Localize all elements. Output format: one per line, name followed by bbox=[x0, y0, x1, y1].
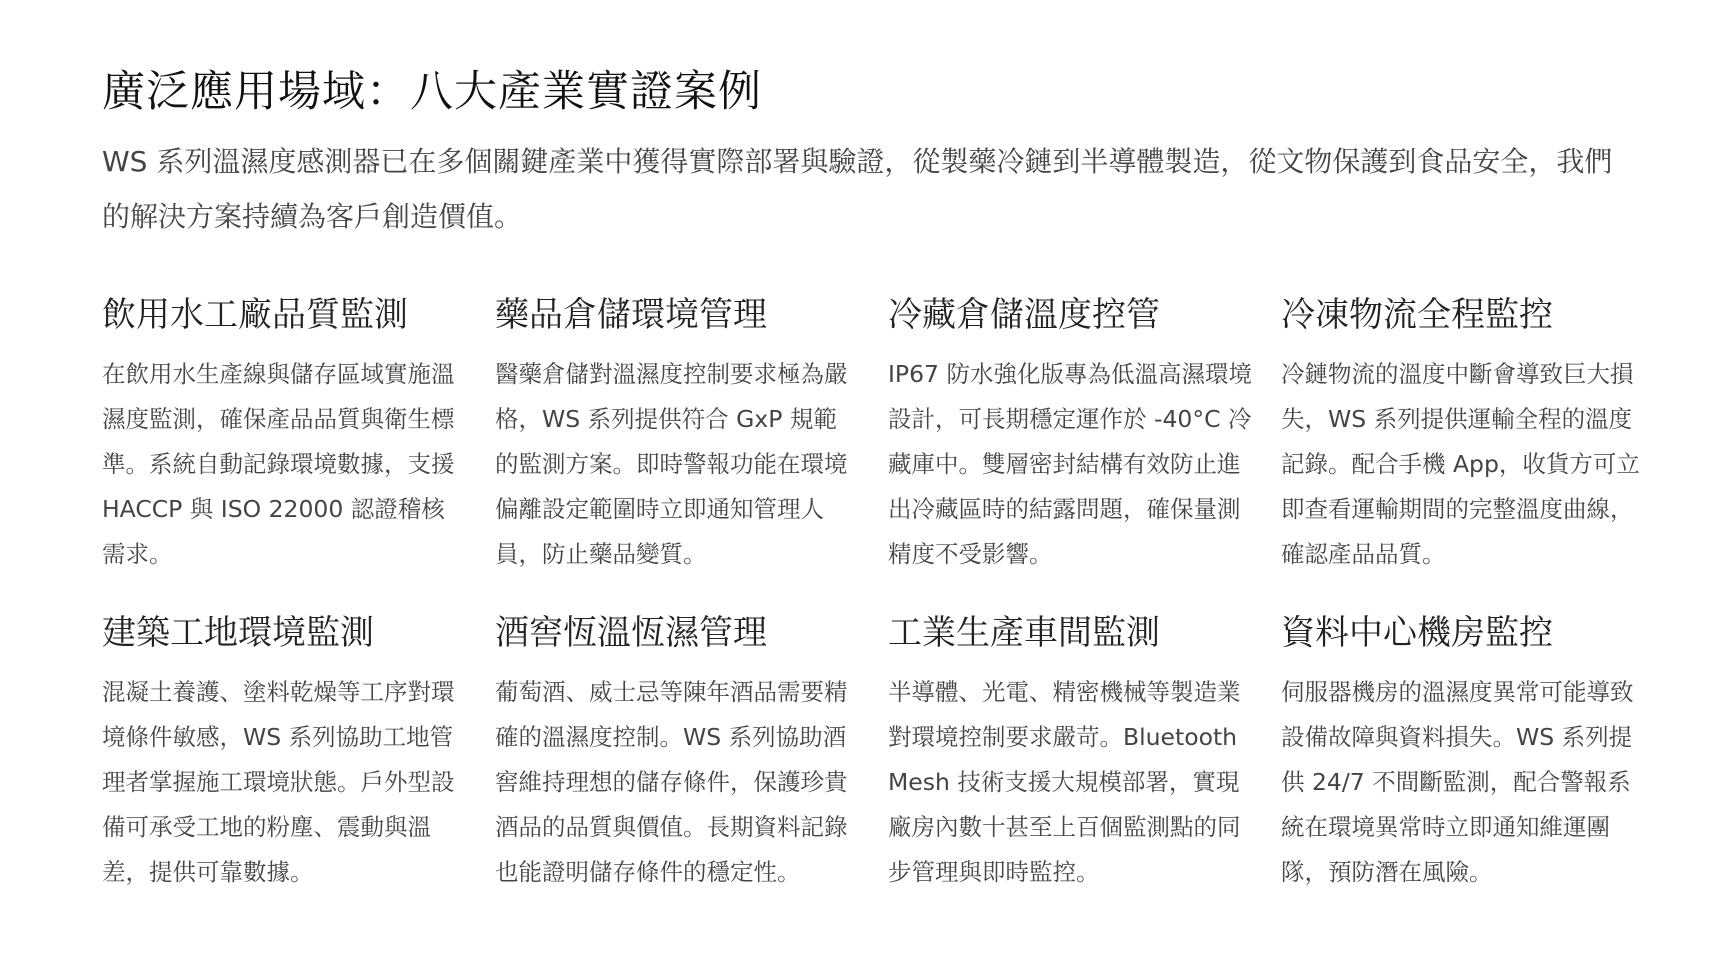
page-subtitle: WS 系列溫濕度感測器已在多個關鍵產業中獲得實際部署與驗證，從製藥冷鏈到半導體製造，從文物保護到食品安全，我們的解決方案持續為客戶創造價值。 bbox=[102, 145, 1613, 233]
card-body: 冷鏈物流的溫度中斷會導致巨大損失，WS 系列提供運輸全程的溫度記錄。配合手機 App，收貨方可立即查看運輸期間的完整溫度曲線，確認產品品質。 bbox=[1281, 360, 1640, 568]
card-body: 葡萄酒、威士忌等陳年酒品需要精確的溫濕度控制。WS 系列協助酒窖維持理想的儲存條件，保護珍貴酒品的品質與價值。長期資料記錄也能證明儲存條件的穩定性。 bbox=[495, 678, 848, 886]
card-body: 伺服器機房的溫濕度異常可能導致設備故障與資料損失。WS 系列提供 24/7 不間斷監測，配合警報系統在環境異常時立即通知維運團隊，預防潛在風險。 bbox=[1281, 678, 1634, 886]
card-title: 冷藏倉儲溫度控管 bbox=[888, 295, 1160, 335]
page bbox=[102, 62, 1642, 886]
use-case-card-wine-cellar bbox=[495, 608, 888, 926]
use-case-grid bbox=[102, 290, 1674, 926]
card-body: 混凝土養護、塗料乾燥等工序對環境條件敏感，WS 系列協助工地管理者掌握施工環境狀態。戶外型設備可承受工地的粉塵、震動與溫差，提供可靠數據。 bbox=[102, 678, 455, 886]
card-body: IP67 防水強化版專為低溫高濕環境設計，可長期穩定運作於 -40°C 冷藏庫中。雙層密封結構有效防止進出冷藏區時的結露問題，確保量測精度不受影響。 bbox=[888, 360, 1252, 568]
use-case-card-data-center bbox=[1281, 608, 1674, 926]
card-title: 工業生產車間監測 bbox=[888, 613, 1160, 653]
page-title: 廣泛應用場域：八大產業實證案例 bbox=[102, 67, 762, 117]
card-title: 藥品倉儲環境管理 bbox=[495, 295, 767, 335]
use-case-card-cold-chain bbox=[1281, 290, 1674, 608]
use-case-card-factory-floor bbox=[888, 608, 1281, 926]
card-title: 資料中心機房監控 bbox=[1281, 613, 1553, 653]
use-case-card-pharma-warehouse bbox=[495, 290, 888, 608]
card-title: 酒窖恆溫恆濕管理 bbox=[495, 613, 767, 653]
card-body: 在飲用水生產線與儲存區域實施溫濕度監測，確保產品品質與衛生標準。系統自動記錄環境數據，支援 HACCP 與 ISO 22000 認證稽核需求。 bbox=[102, 360, 455, 568]
use-case-card-cold-storage bbox=[888, 290, 1281, 608]
card-title: 飲用水工廠品質監測 bbox=[102, 295, 408, 335]
card-title: 建築工地環境監測 bbox=[102, 613, 374, 653]
use-case-card-drinking-water bbox=[102, 290, 495, 608]
card-body: 半導體、光電、精密機械等製造業對環境控制要求嚴苛。Bluetooth Mesh 技術支援大規模部署，實現廠房內數十甚至上百個監測點的同步管理與即時監控。 bbox=[888, 678, 1241, 886]
use-case-card-construction bbox=[102, 608, 495, 926]
card-body: 醫藥倉儲對溫濕度控制要求極為嚴格，WS 系列提供符合 GxP 規範的監測方案。即時警報功能在環境偏離設定範圍時立即通知管理人員，防止藥品變質。 bbox=[495, 360, 848, 568]
card-title: 冷凍物流全程監控 bbox=[1281, 295, 1553, 335]
